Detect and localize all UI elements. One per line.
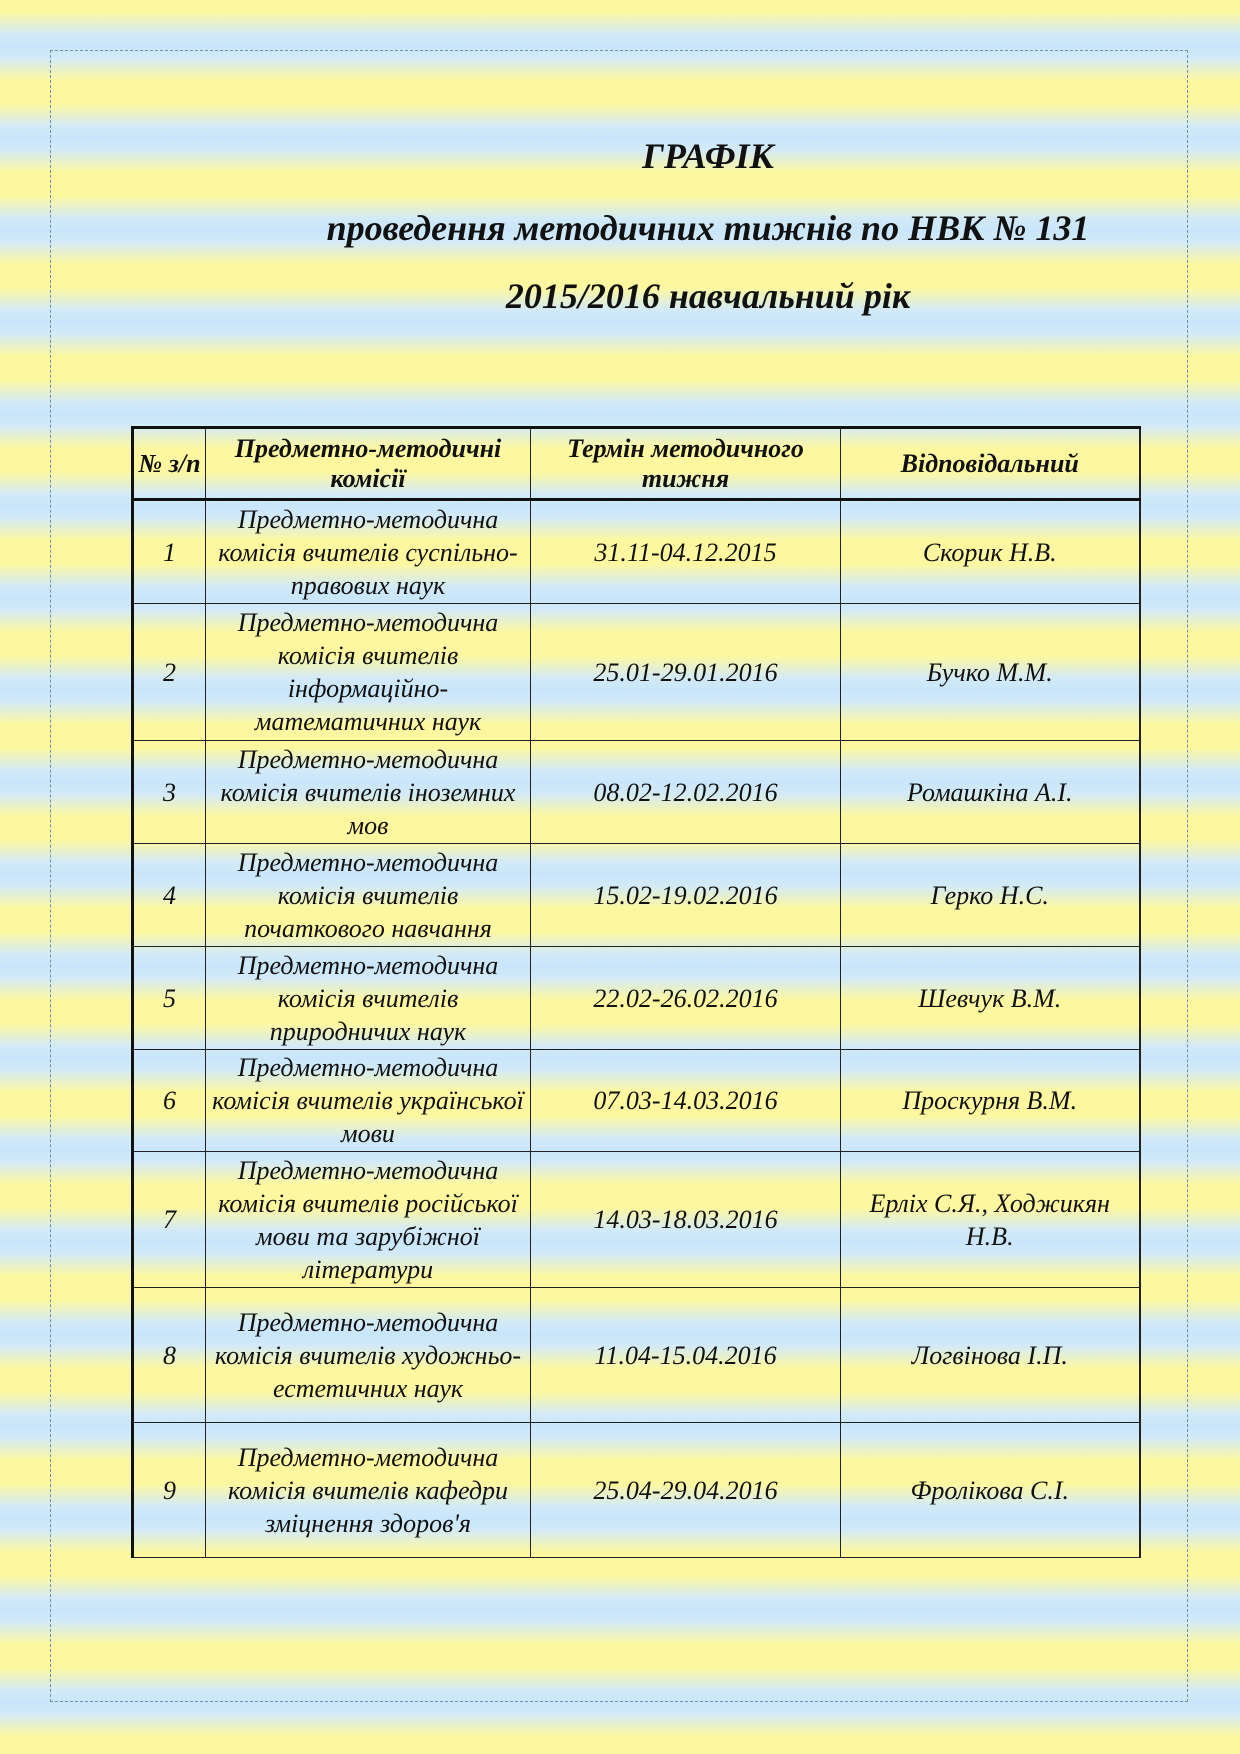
- row-term: 14.03-18.03.2016: [531, 1152, 841, 1288]
- table-row: [133, 604, 1140, 741]
- document-title: ГРАФІК: [642, 136, 774, 176]
- table-row: [133, 1152, 1140, 1288]
- row-term: 22.02-26.02.2016: [531, 947, 841, 1050]
- row-term: 11.04-15.04.2016: [531, 1288, 841, 1423]
- header-responsible: Відповідальний: [841, 428, 1140, 500]
- row-term: 08.02-12.02.2016: [531, 741, 841, 844]
- table-row: [133, 1423, 1140, 1558]
- row-responsible: Скорик Н.В.: [841, 500, 1140, 604]
- row-commission: Предметно-методична комісія вчителів російської мови та зарубіжної літератури: [206, 1152, 531, 1288]
- table-row: [133, 1050, 1140, 1152]
- row-number: 7: [133, 1152, 206, 1288]
- row-commission: Предметно-методична комісія вчителів інформаційно-математичних наук: [206, 604, 531, 741]
- table-header-row: [133, 428, 1140, 500]
- row-commission: Предметно-методична комісія вчителів природничих наук: [206, 947, 531, 1050]
- row-responsible: Ерліх С.Я., Ходжикян Н.В.: [841, 1152, 1140, 1288]
- table-row: [133, 947, 1140, 1050]
- row-number: 2: [133, 604, 206, 741]
- row-term: 25.01-29.01.2016: [531, 604, 841, 741]
- table-row: [133, 1288, 1140, 1423]
- academic-year: 2015/2016 навчальний рік: [505, 276, 911, 316]
- header-number: № з/п: [133, 428, 206, 500]
- row-commission: Предметно-методична комісія вчителів кафедри зміцнення здоров'я: [206, 1423, 531, 1558]
- header-commission: Предметно-методичні комісії: [206, 428, 531, 500]
- row-number: 6: [133, 1050, 206, 1152]
- row-responsible: Фролікова С.І.: [841, 1423, 1140, 1558]
- header-term: Термін методичного тижня: [531, 428, 841, 500]
- row-number: 1: [133, 500, 206, 604]
- row-responsible: Шевчук В.М.: [841, 947, 1140, 1050]
- row-term: 31.11-04.12.2015: [531, 500, 841, 604]
- row-responsible: Бучко М.М.: [841, 604, 1140, 741]
- row-responsible: Логвінова І.П.: [841, 1288, 1140, 1423]
- row-number: 3: [133, 741, 206, 844]
- row-number: 9: [133, 1423, 206, 1558]
- row-commission: Предметно-методична комісія вчителів іноземних мов: [206, 741, 531, 844]
- row-responsible: Герко Н.С.: [841, 844, 1140, 947]
- row-number: 5: [133, 947, 206, 1050]
- row-responsible: Проскурня В.М.: [841, 1050, 1140, 1152]
- document-subtitle: проведення методичних тижнів по НВК № 131: [326, 208, 1090, 248]
- table-row: [133, 844, 1140, 947]
- row-number: 8: [133, 1288, 206, 1423]
- row-commission: Предметно-методична комісія вчителів початкового навчання: [206, 844, 531, 947]
- row-commission: Предметно-методична комісія вчителів художньо-естетичних наук: [206, 1288, 531, 1423]
- row-number: 4: [133, 844, 206, 947]
- row-term: 25.04-29.04.2016: [531, 1423, 841, 1558]
- row-commission: Предметно-методична комісія вчителів суспільно-правових наук: [206, 500, 531, 604]
- schedule-table: [131, 426, 1141, 1558]
- row-term: 15.02-19.02.2016: [531, 844, 841, 947]
- row-responsible: Ромашкіна А.І.: [841, 741, 1140, 844]
- table-row: [133, 741, 1140, 844]
- table-row: [133, 500, 1140, 604]
- row-term: 07.03-14.03.2016: [531, 1050, 841, 1152]
- row-commission: Предметно-методична комісія вчителів української мови: [206, 1050, 531, 1152]
